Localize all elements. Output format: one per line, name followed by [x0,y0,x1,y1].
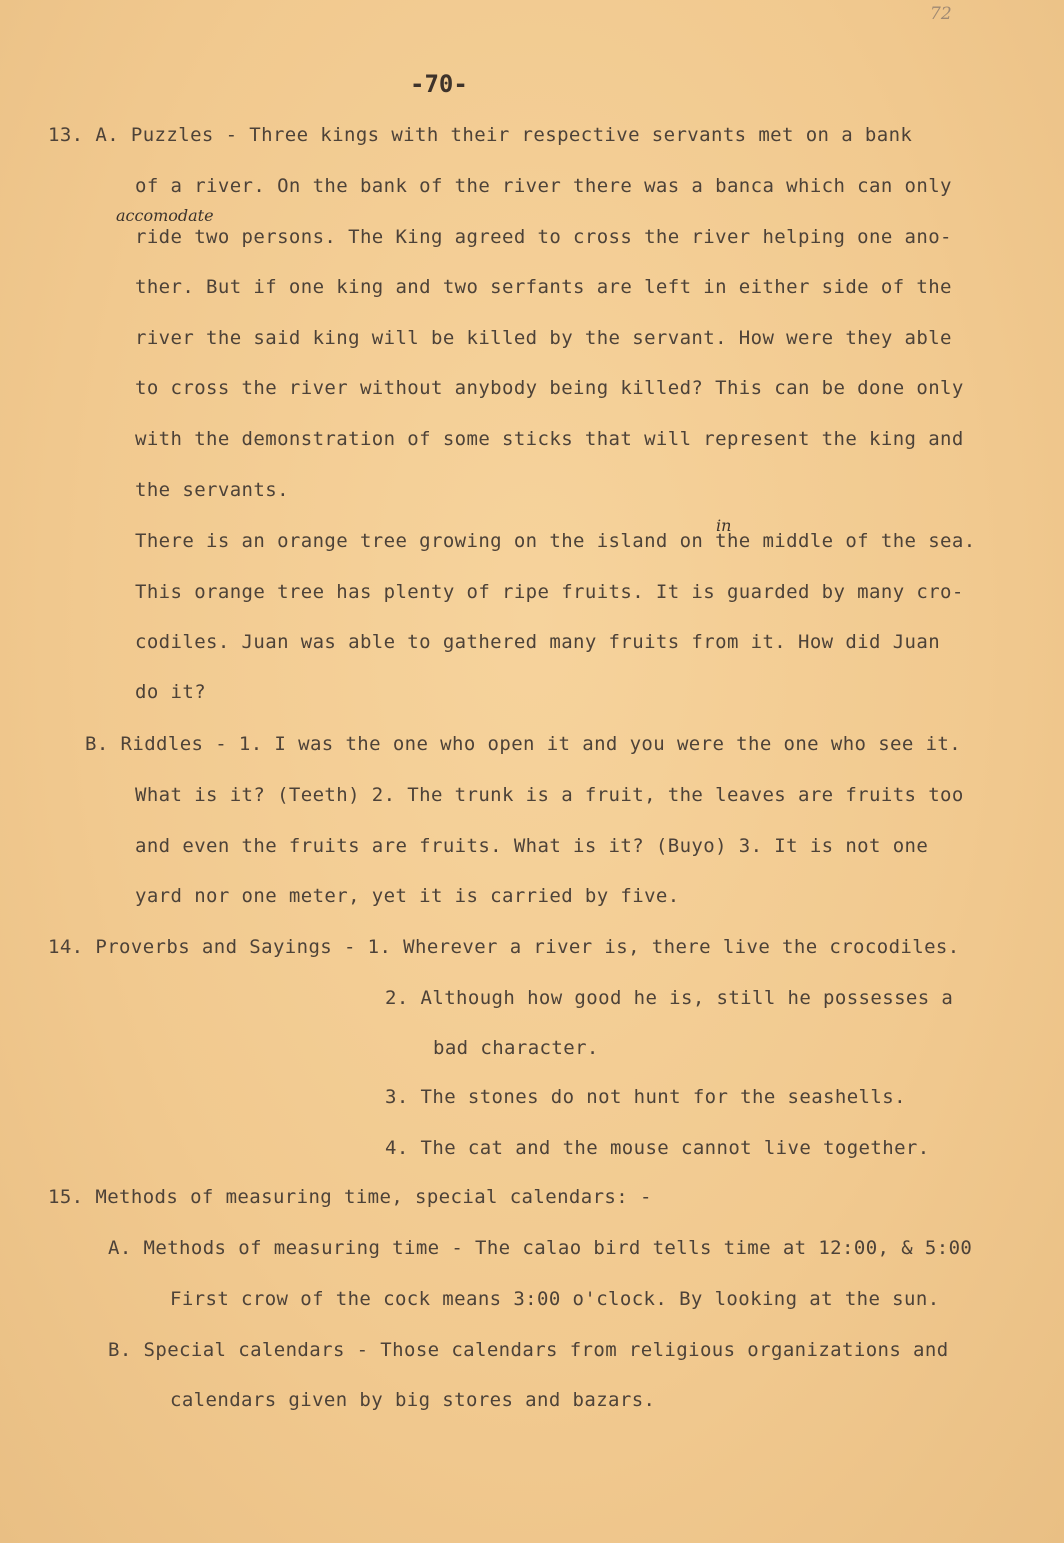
corner-page-mark: 72 [930,4,952,24]
text-line: and even the fruits are fruits. What is it? (Buyo) 3. It is not one [135,835,929,857]
text-line: 4. The cat and the mouse cannot live together. [385,1137,930,1159]
text-line: 14. Proverbs and Sayings - 1. Wherever a river is, there live the crocodiles. [48,936,960,958]
text-line: This orange tree has plenty of ripe fruits. It is guarded by many cro- [135,581,964,603]
text-line: There is an orange tree growing on the island on the middle of the sea. [135,530,976,552]
text-line: What is it? (Teeth) 2. The trunk is a fruit, the leaves are fruits too [135,784,964,806]
text-line: to cross the river without anybody being killed? This can be done only [135,377,964,399]
text-line: the servants. [135,479,289,501]
text-line: yard nor one meter, yet it is carried by five. [135,885,680,907]
text-line: river the said king will be killed by the servant. How were they able [135,327,952,349]
text-line: First crow of the cock means 3:00 o'clock. By looking at the sun. [170,1288,940,1310]
text-line: of a river. On the bank of the river there was a banca which can only [135,175,952,197]
text-line: B. Riddles - 1. I was the one who open it and you were the one who see it. [85,733,962,755]
text-line: 3. The stones do not hunt for the seashells. [385,1086,906,1108]
text-line: 2. Although how good he is, still he possesses a [385,987,954,1009]
page-number: -70- [410,70,468,98]
text-line: calendars given by big stores and bazars. [170,1389,656,1411]
text-line: 15. Methods of measuring time, special calendars: - [48,1186,652,1208]
text-line: A. Methods of measuring time - The calao bird tells time at 12:00, & 5:00 [108,1237,973,1259]
text-line: codiles. Juan was able to gathered many fruits from it. How did Juan [135,631,941,653]
text-line: do it? [135,681,207,703]
text-line: B. Special calendars - Those calendars from religious organizations and [108,1339,949,1361]
text-line: with the demonstration of some sticks that will represent the king and [135,428,964,450]
text-line: 13. A. Puzzles - Three kings with their respective servants met on a bank [48,124,913,146]
text-line: bad character. [433,1037,599,1059]
text-line: ride two persons. The King agreed to cross the river helping one ano- [135,226,952,248]
handwritten-insert-in: in [716,516,732,535]
text-line: ther. But if one king and two serfants are left in either side of the [135,276,952,298]
handwritten-insert-accomodate: accomodate [116,206,214,225]
